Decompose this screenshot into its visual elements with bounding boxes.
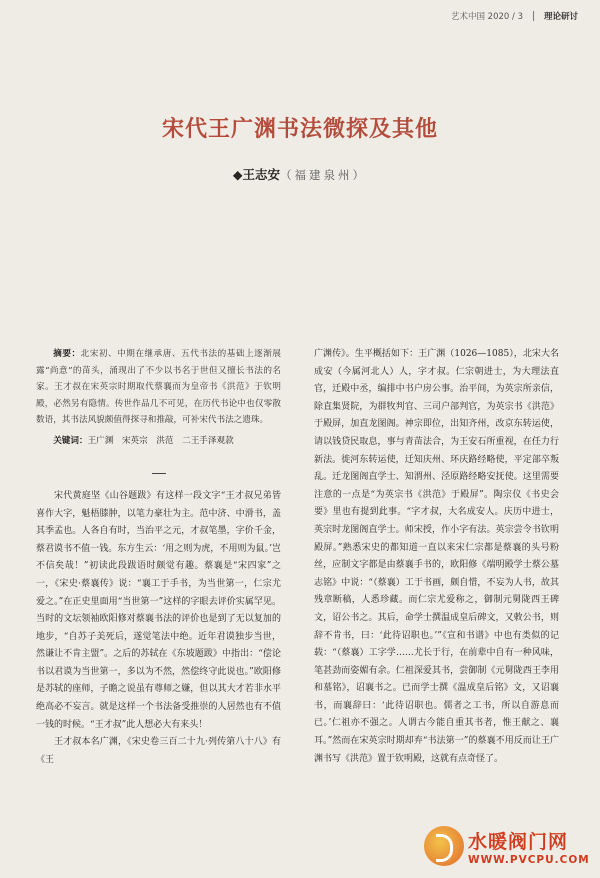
keywords: [36, 433, 281, 451]
section-divider: [152, 473, 166, 474]
running-header: [451, 10, 578, 22]
watermark-en: WWW.PVCPU.COM: [468, 853, 590, 866]
author-name: 王志安: [242, 167, 281, 182]
author-place: （福建泉州）: [280, 168, 368, 182]
section-name: 理论研讨: [543, 12, 578, 22]
body-paragraph: 宋代黄庭坚《山谷题跋》有这样一段文字“王才叔兄弟皆喜作大字，魁梧膝肿，以笔力豪壮为主。范中济、中滑书，盖其季孟也。人各自有时，当治平之元，才叔笔墨，字价千金，蔡君谟书不值一钱。东方生云：‘用之则为虎，不用则为鼠。’岂不信矣哉！”初读此段跋语时颇觉有趣。蔡襄是“宋四家”之一，《宋史·蔡襄传》说：“襄工于手书，为当世第一，仁宗尤爱之。”在正史里面用“当世第一”这样的字眼去评价实属罕见。当时的文坛领袖欧阳修对蔡襄书法的评价也是到了无以复加的地步，“自苏子美死后，遂觉笔法中绝。近年君谟独步当世，然谦让不肯主盟”。之后的苏轼在《东坡题跋》中指出：“偿论书以君谟为当世第一，多以为不然，然偿终守此说也。”欧阳修是苏轼的座师，子瞻之说虽有尊师之嫌，但以其大才若非水平绝高必不妄言。就是这样一个书法备受推崇的人居然也有不值一钱的时候。“王才叔”此人想必大有来头！: [36, 490, 281, 730]
body-paragraph: 王才叔本名广渊，《宋史卷三百二十九·列传第八十八》有《王: [36, 737, 281, 765]
abstract: [36, 346, 281, 429]
abstract-label: 摘要：: [53, 349, 81, 359]
author-marker: ◆: [232, 167, 243, 182]
abstract-text: 北宋初、中期在继承唐、五代书法的基础上逐渐展露“尚意”的苗头，涌现出了不少以书名于世但又擅长书法的名家。王才叔在宋英宗时期取代蔡襄而为皇帝书《洪范》于钦明殿，必然另有隐情。传世作品几不可见，在历代书论中也仅零散数语，其书法风貌颇值得探寻和推敲，可补宋代书法之遗珠。: [36, 349, 281, 426]
body-paragraph: 广渊传》。生平概括如下：王广渊（1026—1085），北宋大名成安（今属河北人）人，字才叔。仁宗朝进士，为大理法直官，迁殿中丞，编排中书户房公事。治平间，为英宗所亲信，除直集贤院，为群牧判官、三司户部判官，为英宗书《洪范》于殿屏，加直龙图阁。神宗即位，出知齐州，改京东转运使，请以钱贷民取息，事与青苗法合，为王安石所重视，在任力行新法。徙河东转运使，迁知庆州、环庆路经略使，平定部卒叛乱。迁龙图阁直学士、知渭州、泾原路经略安抚使。这里需要注意的一点是“为英宗书《洪范》于殿屏”。陶宗仪《书史会要》里也有提到此事。“字才叔，大名成安人。庆历中进士，英宗时龙图阁直学士。师宋授，作小字有法。英宗尝令书钦明殿屏。”熟悉宋史的都知道一直以来宋仁宗都是蔡襄的头号粉丝，应制文字都是由蔡襄手书的，欧阳修《端明殿学士蔡公墓志铭》中说：“（蔡襄）工于书画，颇自惜，不妄为人书，故其残章断稿，人悉珍藏。而仁宗尤爱称之，御制元舅陇西王碑文，诏公书之。其后，命学士撰温成皇后碑文，又敕公书，则辞不肯书，曰：‘此待诏职也。’”《宣和书谱》中也有类似的记载：“（蔡襄）工字学……尤长于行，在前辈中自有一种风味，笔甚劲而姿媚有余。仁祖深爱其书，尝御制《元舅陇西王李用和墓铭》，诏襄书之。已而学士撰《温成皇后铭》文，又诏襄书，而襄辞曰：‘此待诏职也。儒者之工书，所以自游息而已。’仁祖亦不强之。人谓古今能自重其书者，惟王献之、襄耳。”然而在宋英宗时期却弃“书法第一”的蔡襄不用反而让王广渊书写《洪范》置于钦明殿，这就有点奇怪了。: [314, 349, 559, 764]
logo-emblem-icon: [424, 826, 464, 866]
watermark-logo: [424, 826, 590, 866]
watermark-cn: 水暖阀门网: [468, 830, 569, 853]
header-divider: [533, 11, 534, 21]
left-column: [36, 346, 281, 769]
keywords-label: 关键词：: [53, 435, 88, 446]
author-line: [0, 165, 600, 183]
article-title: 宋代王广渊书法微探及其他: [161, 117, 438, 142]
keywords-text: 王广渊 宋英宗 洪范 二王手泽观款: [87, 435, 234, 446]
journal-issue: 艺术中国 2020 / 3: [450, 12, 523, 22]
right-column: [314, 346, 559, 768]
